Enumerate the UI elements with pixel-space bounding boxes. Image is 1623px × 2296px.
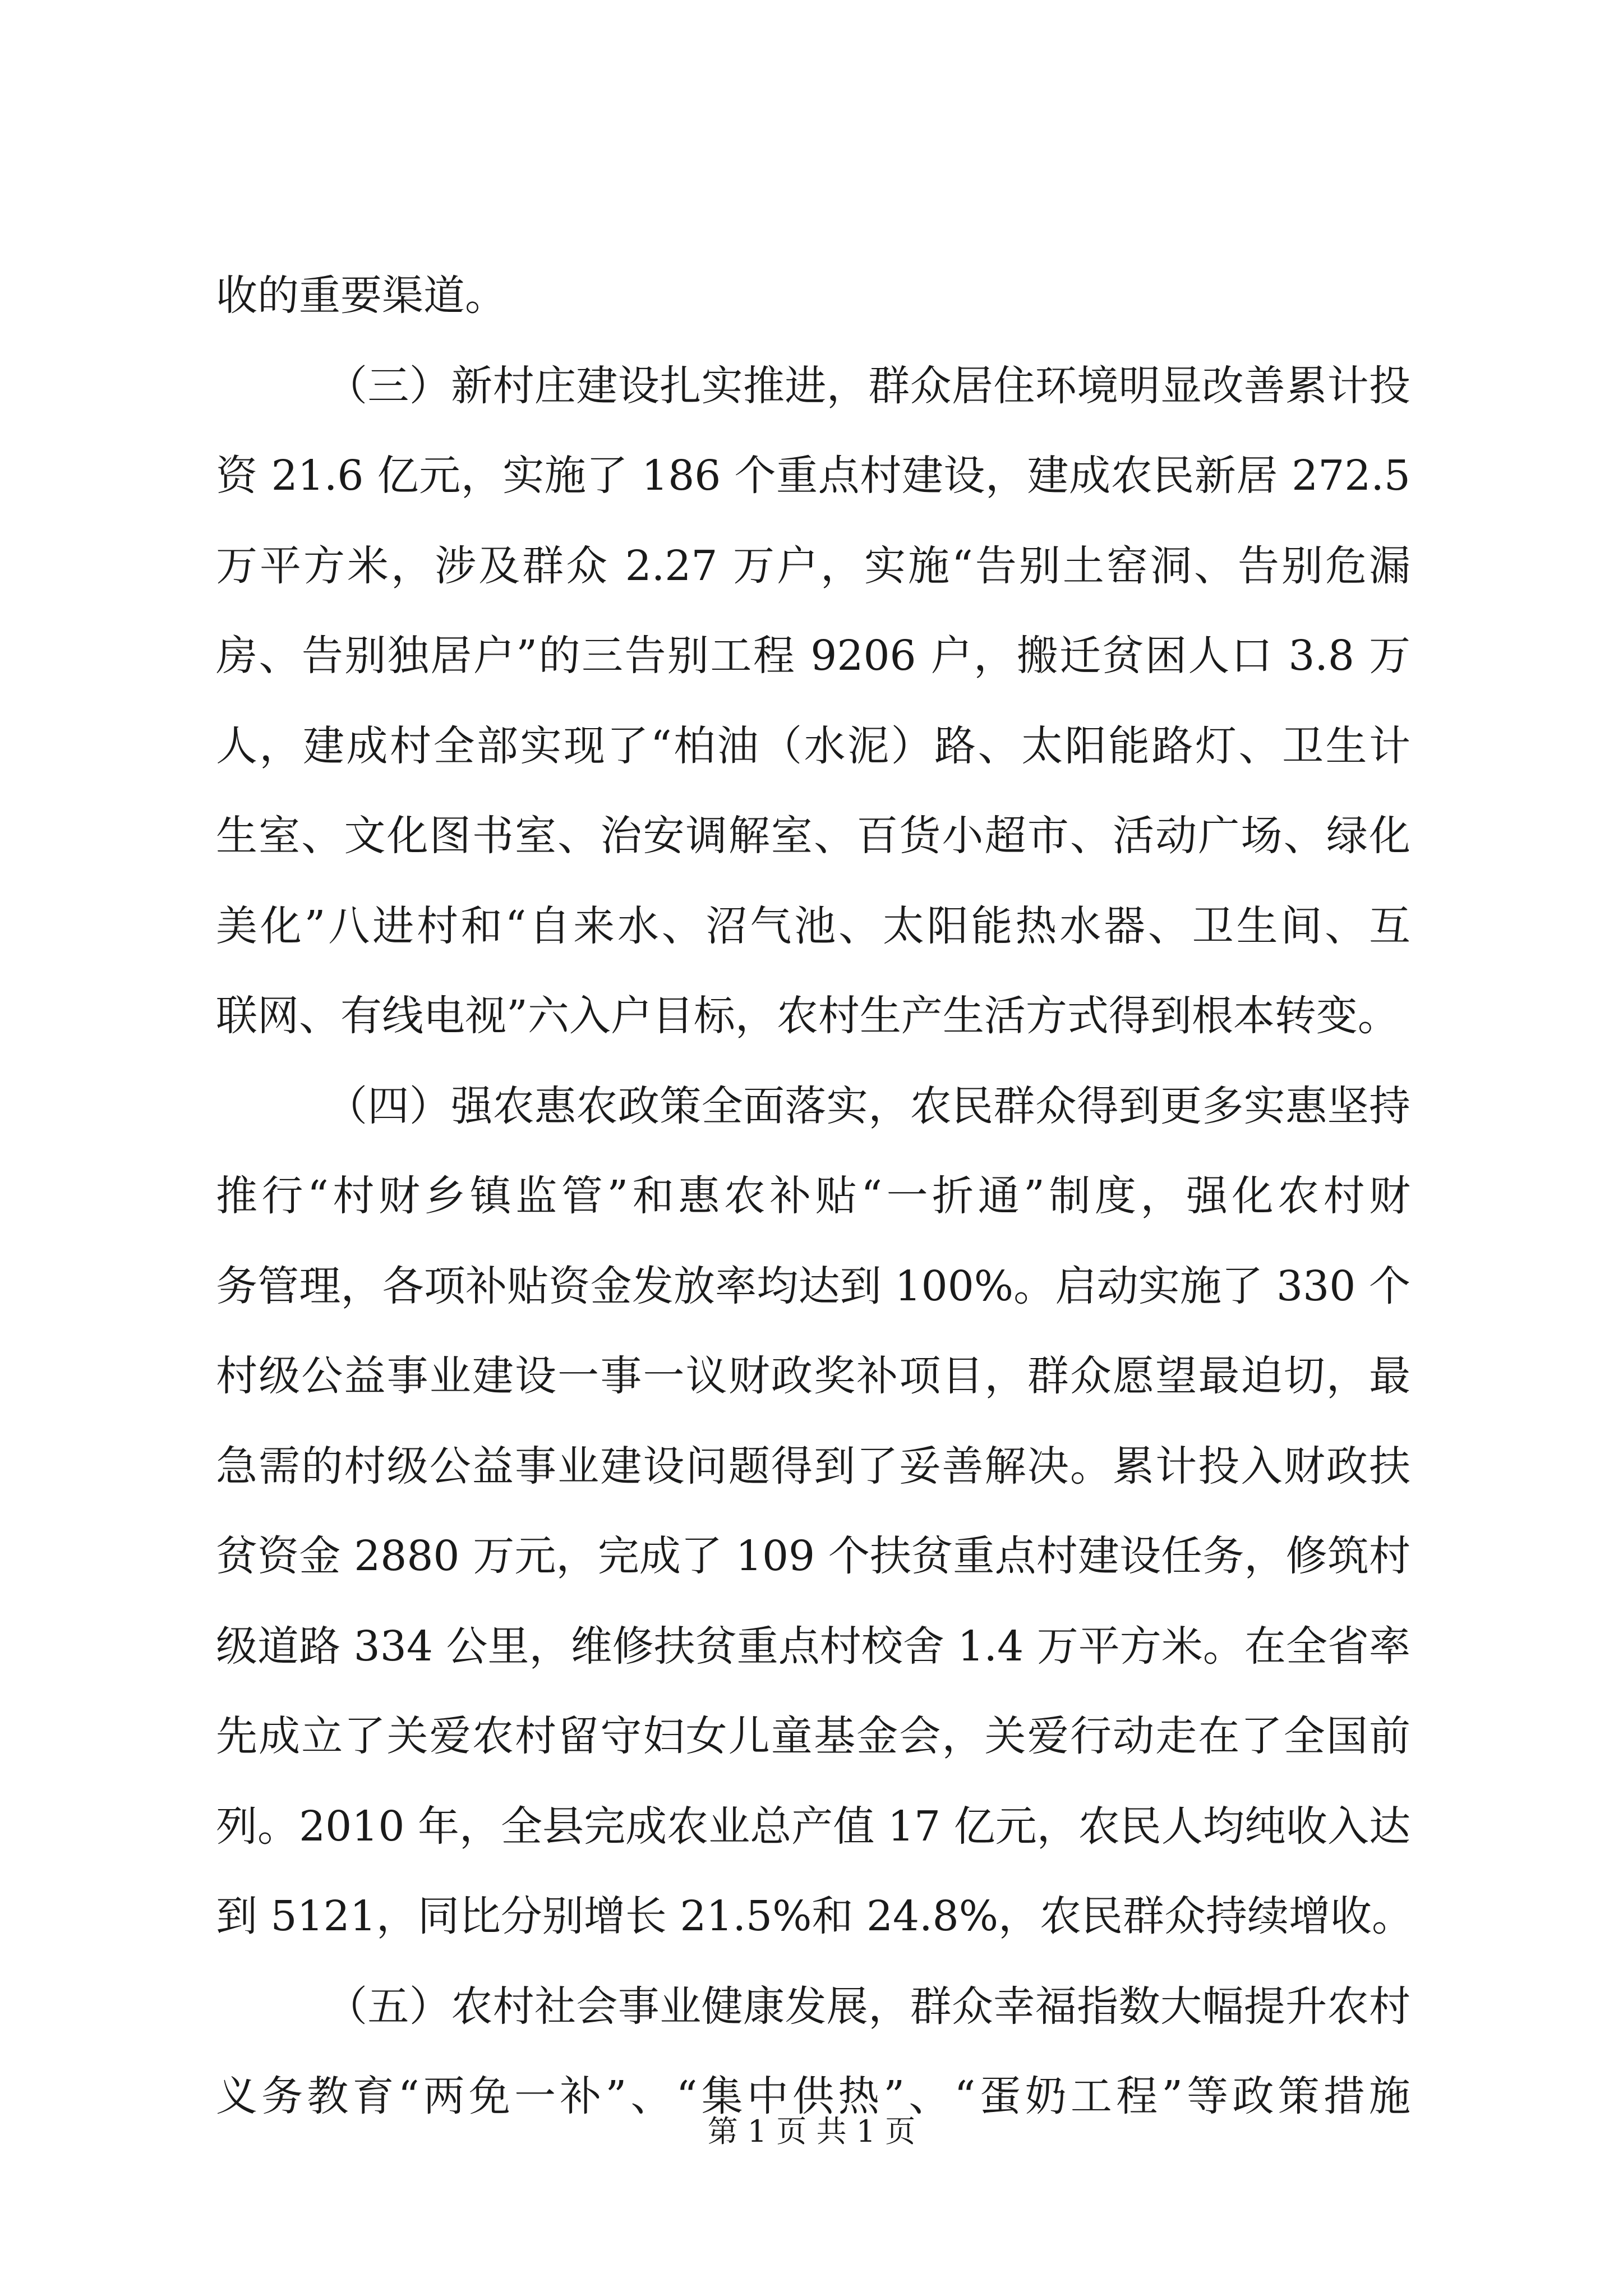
text-line: 急需的村级公益事业建设问题得到了妥善解决。累计投入财政扶 bbox=[216, 1442, 1410, 1490]
text-line: 收的重要渠道。 bbox=[216, 272, 506, 320]
text-line: 列。2010 年，全县完成农业总产值 17 亿元，农民人均纯收入达 bbox=[216, 1802, 1410, 1851]
text-line: 联网、有线电视”六入户目标，农村生产生活方式得到根本转变。 bbox=[216, 992, 1399, 1040]
text-line: 先成立了关爱农村留守妇女儿童基金会，关爱行动走在了全国前 bbox=[216, 1712, 1410, 1760]
text-line: 人，建成村全部实现了“柏油（水泥）路、太阳能路灯、卫生计 bbox=[216, 721, 1410, 770]
text-line: 务管理，各项补贴资金发放率均达到 100%。启动实施了 330 个 bbox=[216, 1262, 1410, 1310]
text-line: 村级公益事业建设一事一议财政奖补项目，群众愿望最迫切，最 bbox=[216, 1352, 1410, 1400]
text-line: 贫资金 2880 万元，完成了 109 个扶贫重点村建设任务，修筑村 bbox=[216, 1532, 1410, 1580]
text-line: 义务教育“两免一补”、“集中供热”、“蛋奶工程”等政策措施 bbox=[216, 2072, 1410, 2120]
text-line: 推行“村财乡镇监管”和惠农补贴“一折通”制度，强化农村财 bbox=[216, 1172, 1410, 1220]
text-line: 房、告别独居户”的三告别工程 9206 户，搬迁贫困人口 3.8 万 bbox=[216, 632, 1410, 680]
body-text bbox=[216, 251, 1414, 2142]
text-line: 到 5121，同比分别增长 21.5%和 24.8%，农民群众持续增收。 bbox=[216, 1892, 1414, 1940]
page-number-footer: 第 1 页 共 1 页 bbox=[707, 2114, 916, 2149]
paragraph-heading-5: （五）农村社会事业健康发展，群众幸福指数大幅提升农村 bbox=[326, 1982, 1410, 2031]
paragraph-heading-4: （四）强农惠农政策全面落实，农民群众得到更多实惠坚持 bbox=[326, 1082, 1410, 1130]
text-line: 美化”八进村和“自来水、沼气池、太阳能热水器、卫生间、互 bbox=[216, 901, 1410, 950]
text-line: 生室、文化图书室、治安调解室、百货小超市、活动广场、绿化 bbox=[216, 812, 1410, 860]
paragraph-heading-3: （三）新村庄建设扎实推进，群众居住环境明显改善累计投 bbox=[326, 361, 1410, 410]
text-line: 级道路 334 公里，维修扶贫重点村校舍 1.4 万平方米。在全省率 bbox=[216, 1622, 1410, 1671]
text-line: 资 21.6 亿元，实施了 186 个重点村建设，建成农民新居 272.5 bbox=[216, 452, 1410, 500]
text-line: 万平方米，涉及群众 2.27 万户，实施“告别土窑洞、告别危漏 bbox=[216, 541, 1410, 590]
